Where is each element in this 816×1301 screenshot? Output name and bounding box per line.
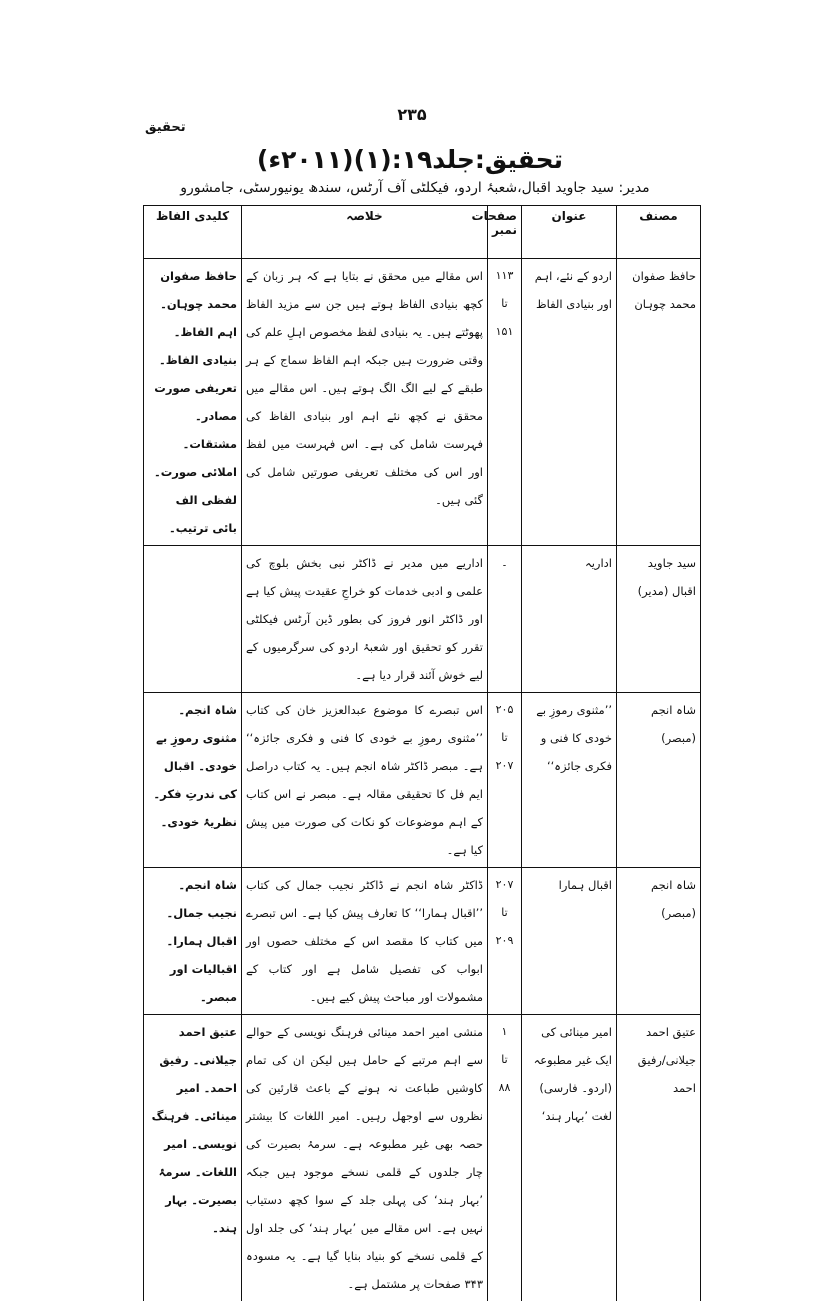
pages-cell: ۲۰۷ تا ۲۰۹ bbox=[488, 868, 522, 1015]
table-header-row bbox=[144, 206, 701, 259]
table-row bbox=[144, 259, 701, 546]
author-cell: سید جاوید اقبال (مدیر) bbox=[617, 546, 701, 693]
keywords-cell: شاہ انجم۔ نجیب جمال۔ اقبال ہمارا۔ اقبالیات اور مبصر۔ bbox=[144, 868, 242, 1015]
index-table bbox=[143, 205, 701, 1301]
pages-cell: ۲۰۵ تا ۲۰۷ bbox=[488, 693, 522, 868]
title-cell: اقبال ہمارا bbox=[522, 868, 617, 1015]
pages-cell: ۱۱۳ تا ۱۵۱ bbox=[488, 259, 522, 546]
title-header: عنوان bbox=[522, 206, 617, 259]
keywords-cell: شاہ انجم۔ مثنوی رموزِ بے خودی۔ اقبال کی ندرتِ فکر۔ نظریۂ خودی۔ bbox=[144, 693, 242, 868]
author-cell: شاہ انجم (مبصر) bbox=[617, 693, 701, 868]
summary-cell: اداریے میں مدیر نے ڈاکٹر نبی بخش بلوچ کی علمی و ادبی خدمات کو خراجِ عقیدت پیش کیا ہے اور ڈاکٹر انور فروز کی بطور ڈین آرٹس فیکلٹی تقرر کو تحقیق اور شعبۂ اردو کی سرگرمیوں کے لیے خوش آئند قرار دیا ہے۔ bbox=[242, 546, 488, 693]
summary-cell: ڈاکٹر شاہ انجم نے ڈاکٹر نجیب جمال کی کتاب ’’اقبال ہمارا‘‘ کا تعارف پیش کیا ہے۔ اس تبصرے میں کتاب کا مقصد اس کے مختلف حصوں اور ابواب کی تفصیل شامل ہے اور کتاب کے مشمولات اور مباحث پیش کیے ہیں۔ bbox=[242, 868, 488, 1015]
summary-cell: اس مقالے میں محقق نے بتایا ہے کہ ہر زبان کے کچھ بنیادی الفاظ ہوتے ہیں جن سے مزید الفاظ پھوٹتے ہیں۔ یہ بنیادی لفظ مخصوص اہلِ علم کی وقتی ضرورت ہیں جبکہ اہم الفاظ سماج کے ہر طبقے کے لیے الگ الگ ہوتے ہیں۔ اس مقالے میں محقق نے کچھ نئے اہم اور بنیادی الفاظ کی فہرست شامل کی ہے۔ اس فہرست میں لفظ اور اس کی مختلف تعریفی صورتیں شامل کی گئی ہیں۔ bbox=[242, 259, 488, 546]
title-cell: اردو کے نئے، اہم اور بنیادی الفاظ bbox=[522, 259, 617, 546]
table-row bbox=[144, 1015, 701, 1301]
author-cell: حافظ صفوان محمد چوہان bbox=[617, 259, 701, 546]
table-row bbox=[144, 693, 701, 868]
author-header: مصنف bbox=[617, 206, 701, 259]
title-cell: ’’مثنوی رموزِ بے خودی کا فنی و فکری جائزہ‘‘ bbox=[522, 693, 617, 868]
title-cell: امیر مینائی کی ایک غیر مطبوعہ (اردو۔ فارسی) لغت ’بہار ہند‘ bbox=[522, 1015, 617, 1301]
pages-cell: ۱ تا ۸۸ bbox=[488, 1015, 522, 1301]
author-cell: شاہ انجم (مبصر) bbox=[617, 868, 701, 1015]
journal-title: تحقیق:جلد۱۹:(۱)(۲۰۱۱ء) bbox=[240, 145, 580, 174]
running-title: تحقیق bbox=[145, 120, 186, 135]
table-row bbox=[144, 868, 701, 1015]
keywords-cell: حافظ صفوان محمد چوہان۔ اہم الفاظ۔ بنیادی الفاظ۔ تعریفی صورت مصادر۔ مشتقات۔ املائی صورت۔ لفظی الف بائی ترتیب۔ bbox=[144, 259, 242, 546]
keywords-header: کلیدی الفاظ bbox=[144, 206, 242, 259]
summary-cell: اس تبصرے کا موضوع عبدالعزیز خان کی کتاب ’’مثنوی رموزِ بے خودی کا فنی و فکری جائزہ‘‘ ہے۔ مبصر ڈاکٹر شاہ انجم ہیں۔ یہ کتاب دراصل ایم فل کا تحقیقی مقالہ ہے۔ مبصر نے اس کتاب کے اہم موضوعات کو نکات کی صورت میں پیش کیا ہے۔ bbox=[242, 693, 488, 868]
summary-cell: منشی امیر احمد مینائی فرہنگ نویسی کے حوالے سے اہم مرتبے کے حامل ہیں لیکن ان کی تمام کاوشیں طباعت نہ ہونے کے باعث قارئین کی نظروں سے اوجھل رہیں۔ امیر اللغات کا بیشتر حصہ بھی غیر مطبوعہ ہے۔ سرمۂ بصیرت کی چار جلدوں کے قلمی نسخے موجود ہیں جبکہ ’بہار ہند‘ کی پہلی جلد کے سوا کچھ دستیاب نہیں ہے۔ اس مقالے میں ’بہار ہند‘ کی جلد اول کے قلمی نسخے کو بنیاد بنایا گیا ہے۔ یہ مسودہ ۳۴۳ صفحات پر مشتمل ہے۔ bbox=[242, 1015, 488, 1301]
title-cell: اداریہ bbox=[522, 546, 617, 693]
author-cell: عتیق احمد جیلانی/رفیق احمد bbox=[617, 1015, 701, 1301]
summary-header: خلاصہ bbox=[242, 206, 488, 259]
pages-header: صفحات نمبر bbox=[488, 206, 522, 259]
editor-line: مدیر: سید جاوید اقبال،شعبۂ اردو، فیکلٹی آف آرٹس، سندھ یونیورسٹی، جامشورو bbox=[180, 180, 650, 196]
keywords-cell: عتیق احمد جیلانی۔ رفیق احمد۔ امیر مینائی۔ فرہنگ نویسی۔ امیر اللغات۔ سرمۂ بصیرت۔ بہار ہند۔ bbox=[144, 1015, 242, 1301]
page-number: ۲۳۵ bbox=[382, 105, 442, 124]
pages-cell: ۔ bbox=[488, 546, 522, 693]
table-row bbox=[144, 546, 701, 693]
keywords-cell bbox=[144, 546, 242, 693]
